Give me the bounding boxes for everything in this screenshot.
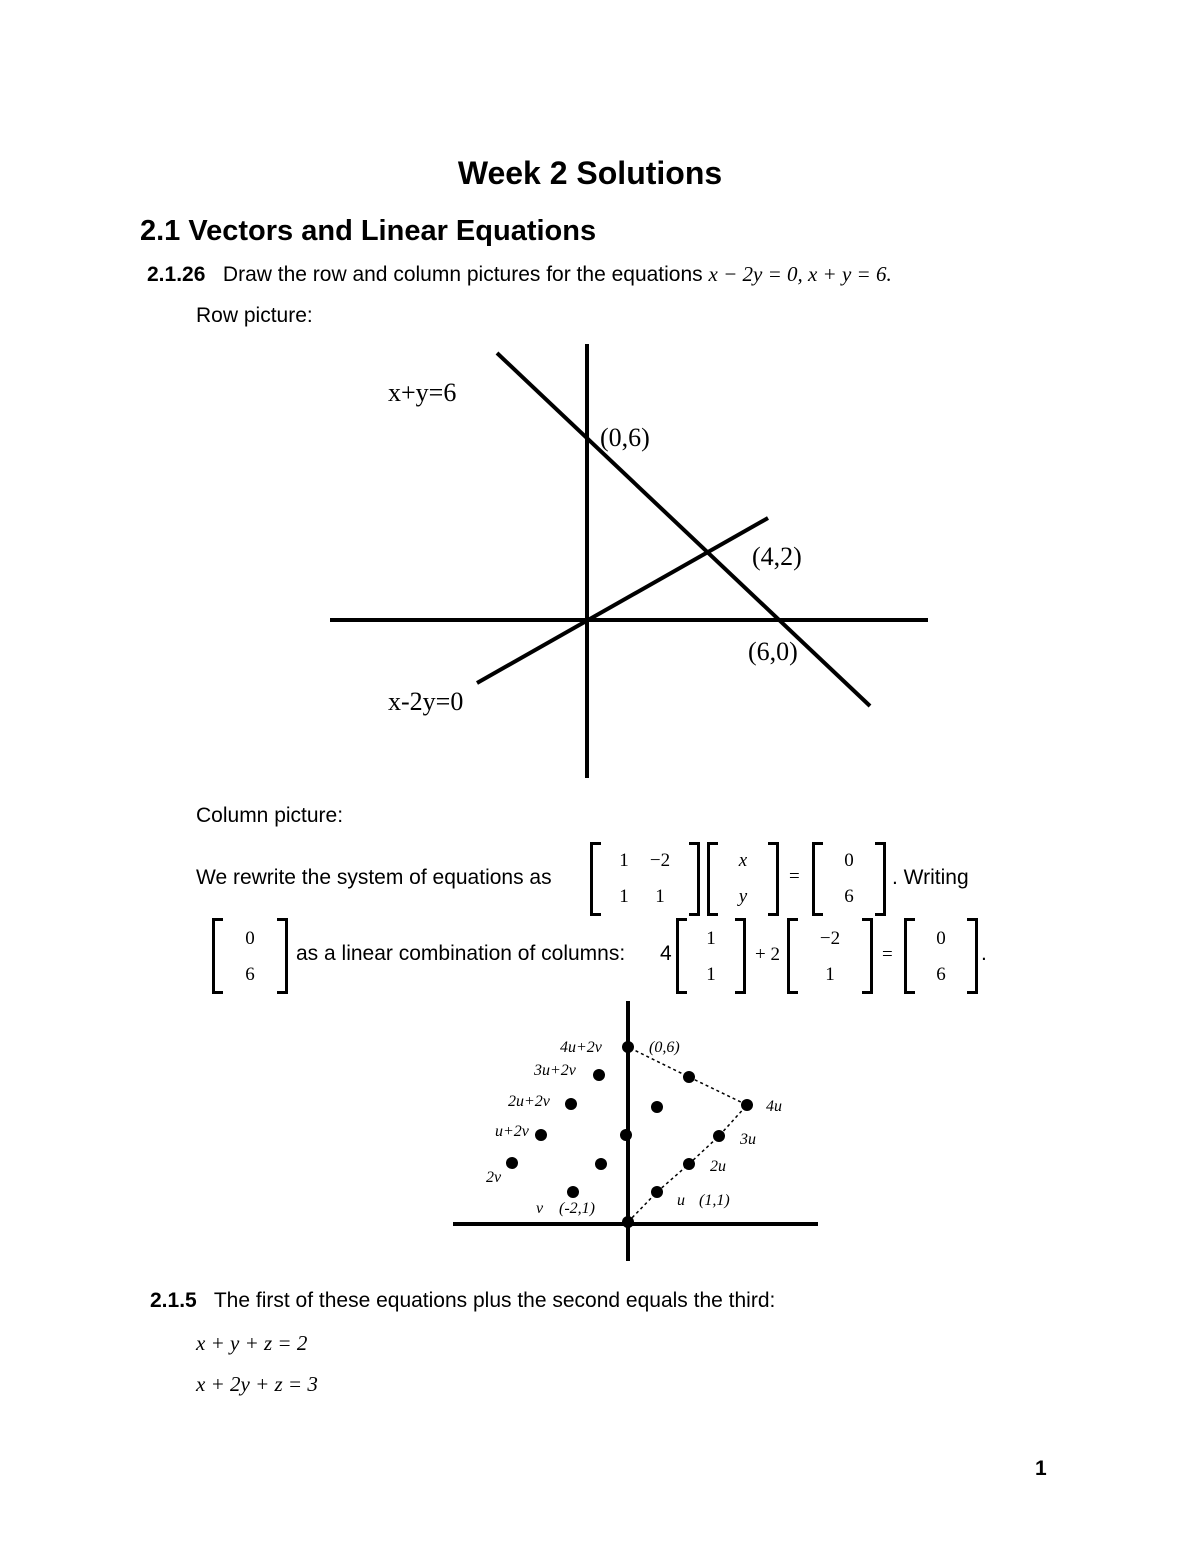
matrix-a-cell: 1 xyxy=(619,850,629,871)
column-v xyxy=(787,918,873,994)
vector-b-3-right-bracket xyxy=(967,918,978,994)
label-3u-2v: 3u+2v xyxy=(534,1062,576,1079)
label-4u: 4u xyxy=(766,1098,782,1115)
equation-2: x + 2y + z = 3 xyxy=(196,1372,318,1396)
column-u-left-bracket xyxy=(676,918,687,994)
vector-xy-cell: x xyxy=(738,850,748,871)
plus-sign xyxy=(755,944,780,966)
line-x-plus-y-6 xyxy=(497,353,870,706)
vector-b-3-left-bracket xyxy=(904,918,915,994)
page-title: Week 2 Solutions xyxy=(457,155,723,191)
vector-b-right-bracket xyxy=(875,842,886,916)
problem-5-text: The first of these equations plus the second equals the third: xyxy=(213,1289,776,1312)
column-v-left-bracket xyxy=(787,918,798,994)
coefficient-4: 4 xyxy=(660,942,672,965)
vector-b-cell: 0 xyxy=(844,850,854,871)
vector-b-left-bracket xyxy=(812,842,823,916)
row-picture-label: Row picture: xyxy=(196,304,313,327)
vector-xy-cell: y xyxy=(738,886,748,907)
point-3u-2v xyxy=(593,1069,605,1081)
vector-b-2-left-bracket xyxy=(212,918,223,994)
column-u-right-bracket xyxy=(735,918,746,994)
vector-b-2-right-bracket xyxy=(277,918,288,994)
page-number: 1 xyxy=(1035,1457,1047,1480)
coefficient-2: 2 xyxy=(770,944,780,965)
point-0-6 xyxy=(622,1041,634,1053)
point-v xyxy=(567,1186,579,1198)
problem-26-number: 2.1.26 xyxy=(147,263,206,286)
point-4u-v xyxy=(683,1071,695,1083)
point-3u-v xyxy=(651,1101,663,1113)
rewrite-text: We rewrite the system of equations as xyxy=(196,866,552,889)
label-v: v xyxy=(536,1200,544,1217)
equals-sign-2: = xyxy=(882,944,893,965)
plus-symbol: + xyxy=(755,944,766,965)
equation-1: x + y + z = 2 xyxy=(196,1331,308,1355)
vector-xy xyxy=(707,842,779,916)
label-u-coord: (1,1) xyxy=(699,1192,730,1209)
vector-xy-left-bracket xyxy=(707,842,718,916)
matrix-a-right-bracket xyxy=(689,842,700,916)
point-u xyxy=(651,1186,663,1198)
matrix-a-cell: 1 xyxy=(619,886,629,907)
point-2u-2v xyxy=(565,1098,577,1110)
vector-b-2-cell: 0 xyxy=(245,928,255,949)
point-2u-v xyxy=(620,1129,632,1141)
column-v-cell: −2 xyxy=(819,928,841,949)
column-u xyxy=(676,918,746,994)
writing-text: . Writing xyxy=(892,866,969,889)
matrix-a-left-bracket xyxy=(590,842,601,916)
vector-b-cell: 6 xyxy=(844,886,854,907)
point-4u xyxy=(741,1099,753,1111)
vector-b xyxy=(812,842,886,916)
equals-sign-1: = xyxy=(789,866,800,887)
section-heading xyxy=(140,215,596,248)
section-number: 2.1 xyxy=(140,215,181,247)
label-2v: 2v xyxy=(486,1169,502,1186)
period: . xyxy=(981,942,987,965)
vector-b-3-cell: 0 xyxy=(936,928,946,949)
line1-label: x+y=6 xyxy=(388,378,457,407)
vector-b-3-cell: 6 xyxy=(936,964,946,985)
label-u-2v: u+2v xyxy=(495,1123,529,1140)
line2-label: x-2y=0 xyxy=(388,687,464,716)
column-v-cell: 1 xyxy=(825,964,835,985)
point-u-2v xyxy=(535,1129,547,1141)
label-2u-2v: 2u+2v xyxy=(508,1093,550,1110)
column-u-cell: 1 xyxy=(706,964,716,985)
column-v-right-bracket xyxy=(862,918,873,994)
column-picture-diagram xyxy=(440,995,830,1265)
problem-26-equations: x − 2y = 0, x + y = 6. xyxy=(708,262,892,286)
problem-26-statement xyxy=(147,262,892,287)
label-3u: 3u xyxy=(740,1131,756,1148)
section-title: Vectors and Linear Equations xyxy=(188,215,597,247)
point-3u xyxy=(713,1130,725,1142)
matrix-a xyxy=(590,842,700,916)
matrix-a-cell: 1 xyxy=(655,886,665,907)
label-2u: 2u xyxy=(710,1158,726,1175)
point-origin xyxy=(622,1216,634,1228)
problem-5-statement xyxy=(150,1289,775,1313)
vector-b-2-cell: 6 xyxy=(245,964,255,985)
column-u-cell: 1 xyxy=(706,928,716,949)
column-picture-label: Column picture: xyxy=(196,804,344,827)
point-2u xyxy=(683,1158,695,1170)
label-u: u xyxy=(677,1192,685,1209)
problem-5-number: 2.1.5 xyxy=(150,1289,197,1312)
vector-xy-right-bracket xyxy=(768,842,779,916)
linear-combo-text: as a linear combination of columns: xyxy=(296,942,626,965)
label-4u-2v: 4u+2v xyxy=(560,1039,602,1056)
vector-b-3 xyxy=(904,918,978,994)
vector-b-2 xyxy=(212,918,288,994)
problem-26-text: Draw the row and column pictures for the equations xyxy=(222,263,703,286)
matrix-a-cell: −2 xyxy=(649,850,671,871)
line-x-minus-2y-0 xyxy=(477,518,768,683)
point-0-6: (0,6) xyxy=(600,423,650,452)
point-2v xyxy=(506,1157,518,1169)
label-0-6: (0,6) xyxy=(649,1039,680,1056)
point-4-2: (4,2) xyxy=(752,542,802,571)
point-u-v xyxy=(595,1158,607,1170)
label-v-coord: (-2,1) xyxy=(559,1200,595,1217)
row-picture-diagram xyxy=(320,338,940,788)
point-6-0: (6,0) xyxy=(748,637,798,666)
